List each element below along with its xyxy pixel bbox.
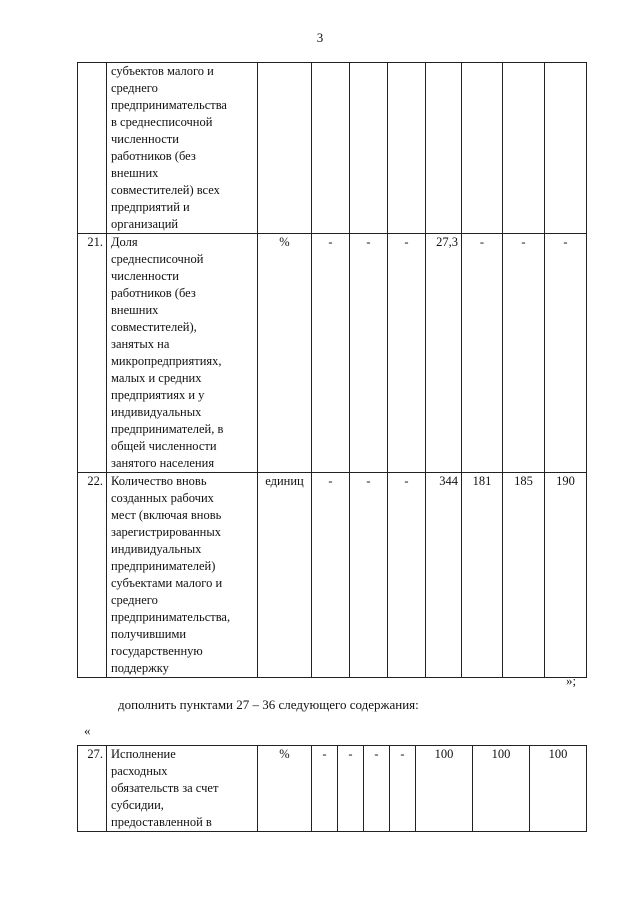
row-number: 27.: [78, 746, 107, 832]
value-cell: [426, 63, 462, 234]
text-line: предоставленной в: [111, 815, 212, 829]
table-row: [78, 473, 587, 678]
text-line: среднего: [111, 81, 158, 95]
indicators-table: [77, 62, 587, 678]
value-cell: 100: [530, 746, 587, 832]
value-cell: -: [503, 234, 545, 473]
text-line: зарегистрированных: [111, 525, 222, 539]
text-line: индивидуальных: [111, 405, 202, 419]
unit-cell: %: [258, 746, 312, 832]
value-cell: -: [350, 234, 388, 473]
value-cell: 100: [416, 746, 473, 832]
unit-cell: единиц: [258, 473, 312, 678]
value-cell: [350, 63, 388, 234]
text-line: совместителей),: [111, 320, 197, 334]
value-cell: [545, 63, 587, 234]
text-line: предприятиях и у: [111, 388, 205, 402]
text-line: предпринимательства: [111, 98, 227, 112]
text-line: организаций: [111, 217, 179, 231]
text-line: среднего: [111, 593, 158, 607]
value-cell: -: [364, 746, 390, 832]
text-line: внешних: [111, 166, 159, 180]
text-line: созданных рабочих: [111, 491, 214, 505]
table-row: [78, 63, 587, 234]
unit-cell: [258, 63, 312, 234]
row-number: 22.: [78, 473, 107, 678]
text-line: среднесписочной: [111, 252, 204, 266]
table-row: [78, 746, 587, 832]
indicator-name: [107, 473, 258, 678]
value-cell: -: [388, 473, 426, 678]
value-cell: 185: [503, 473, 545, 678]
text-line: в среднесписочной: [111, 115, 213, 129]
text-line: предпринимателей, в: [111, 422, 224, 436]
text-line: субъектами малого и: [111, 576, 223, 590]
value-cell: 344: [426, 473, 462, 678]
text-line: микропредприятиях,: [111, 354, 222, 368]
value-cell: -: [312, 234, 350, 473]
value-cell: -: [390, 746, 416, 832]
value-cell: -: [545, 234, 587, 473]
closing-quote: »;: [566, 673, 577, 688]
text-line: субъектов малого и: [111, 64, 214, 78]
text-line: работников (без: [111, 286, 196, 300]
value-cell: -: [312, 473, 350, 678]
text-line: занятых на: [111, 337, 170, 351]
indicator-name: [107, 234, 258, 473]
opening-quote: «: [84, 723, 91, 738]
value-cell: [312, 63, 350, 234]
text-line: предпринимательства,: [111, 610, 231, 624]
text-line: государственную: [111, 644, 203, 658]
row-number: 21.: [78, 234, 107, 473]
indicator-name: [107, 63, 258, 234]
value-cell: [503, 63, 545, 234]
value-cell: -: [338, 746, 364, 832]
value-cell: 100: [473, 746, 530, 832]
value-cell: -: [462, 234, 503, 473]
page-number: 3: [316, 30, 324, 45]
text-line: численности: [111, 269, 179, 283]
text-line: Исполнение: [111, 747, 176, 761]
unit-cell: %: [258, 234, 312, 473]
indicator-name: [107, 746, 258, 832]
value-cell: 181: [462, 473, 503, 678]
text-line: Доля: [111, 235, 138, 249]
text-line: субсидии,: [111, 798, 164, 812]
text-line: индивидуальных: [111, 542, 202, 556]
new-items-table: [77, 745, 587, 832]
value-cell: 27,3: [426, 234, 462, 473]
text-line: занятого населения: [111, 456, 215, 470]
value-cell: 190: [545, 473, 587, 678]
text-line: расходных: [111, 764, 168, 778]
text-line: внешних: [111, 303, 159, 317]
text-line: поддержку: [111, 661, 169, 675]
value-cell: [462, 63, 503, 234]
text-line: численности: [111, 132, 179, 146]
text-line: совместителей) всех: [111, 183, 220, 197]
text-line: малых и средних: [111, 371, 202, 385]
amendment-text: дополнить пунктами 27 – 36 следующего содержания:: [118, 697, 419, 712]
text-line: работников (без: [111, 149, 196, 163]
text-line: обязательств за счет: [111, 781, 219, 795]
text-line: предприятий и: [111, 200, 190, 214]
value-cell: -: [350, 473, 388, 678]
value-cell: -: [388, 234, 426, 473]
row-number: [78, 63, 107, 234]
value-cell: [388, 63, 426, 234]
value-cell: -: [312, 746, 338, 832]
text-line: мест (включая вновь: [111, 508, 222, 522]
text-line: предпринимателей): [111, 559, 216, 573]
text-line: общей численности: [111, 439, 217, 453]
text-line: получившими: [111, 627, 187, 641]
table-row: [78, 234, 587, 473]
text-line: Количество вновь: [111, 474, 207, 488]
